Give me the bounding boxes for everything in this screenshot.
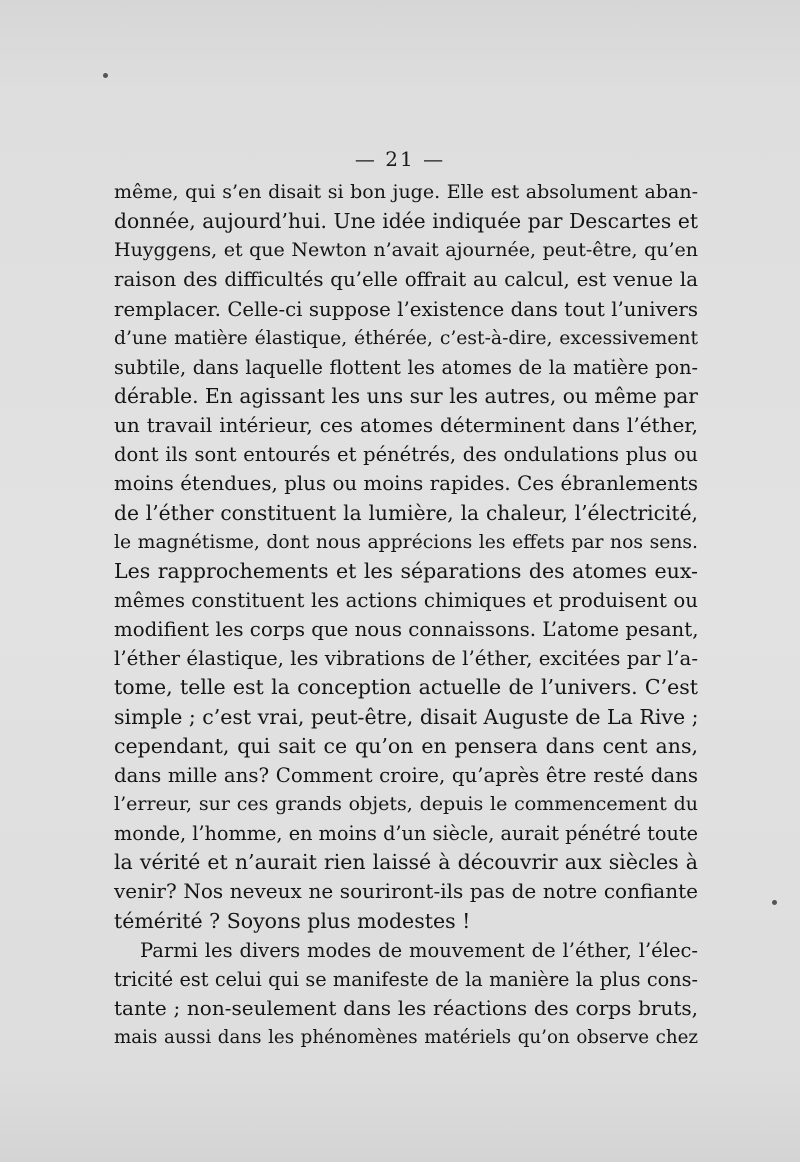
paragraph-end-line: témérité ? Soyons plus modestes !	[114, 908, 471, 933]
text-line: tante ; non-seulement dans les réactions des corps bruts,	[114, 995, 698, 1020]
text-line: tricité est celui qui se manifeste de la manière la plus cons-	[114, 967, 698, 991]
text-line: tome, telle est la conception actuelle de l’univers. C’est	[114, 675, 698, 700]
text-line: dont ils sont entourés et pénétrés, des ondulations plus ou	[114, 443, 698, 467]
text-line: l’erreur, sur ces grands objets, depuis le commencement du	[114, 792, 698, 815]
page-number: — 21 —	[354, 147, 446, 171]
text-line: mais aussi dans les phénomènes matériels qu’on observe chez	[114, 1027, 698, 1049]
paragraph-start-line: Parmi les divers modes de mouvement de l’éther, l’élec-	[140, 938, 698, 962]
text-line: dérable. En agissant les uns sur les autres, ou même par	[114, 383, 698, 408]
text-line: subtile, dans laquelle flottent les atomes de la matière pon-	[114, 355, 698, 379]
text-line: de l’éther constituent la lumière, la chaleur, l’électricité,	[114, 500, 698, 525]
text-line: mêmes constituent les actions chimiques et produisent ou	[114, 588, 698, 612]
text-line: l’éther élastique, les vibrations de l’éther, excitées par l’a-	[114, 647, 698, 671]
body-text	[114, 178, 698, 1052]
text-line: donnée, aujourd’hui. Une idée indiquée par Descartes et	[114, 209, 698, 234]
text-line: dans mille ans? Comment croire, qu’après être resté dans	[114, 763, 698, 787]
paper-speck	[772, 900, 777, 905]
text-line: venir? Nos neveux ne souriront-ils pas de notre confiante	[114, 879, 698, 904]
text-line: simple ; c’est vrai, peut-être, disait Auguste de La Rive ;	[114, 704, 699, 729]
text-line: le magnétisme, dont nous apprécions les effets par nos sens.	[114, 531, 698, 553]
paper-speck	[103, 73, 108, 78]
text-line: modifient les corps que nous connaissons. L’atome pesant,	[114, 618, 699, 642]
text-line: Les rapprochements et les séparations des atomes eux-	[114, 558, 698, 583]
text-line: un travail intérieur, ces atomes déterminent dans l’éther,	[114, 413, 698, 438]
text-line: raison des difficultés qu’elle offrait au calcul, est venue la	[114, 268, 698, 292]
text-line: d’une matière élastique, éthérée, c’est-à-dire, excessivement	[114, 327, 698, 349]
text-line: moins étendues, plus ou moins rapides. Ces ébranlements	[114, 472, 698, 496]
text-line: monde, l’homme, en moins d’un siècle, aurait pénétré toute	[114, 822, 698, 846]
text-line: cependant, qui sait ce qu’on en pensera dans cent ans,	[114, 733, 698, 758]
text-line: remplacer. Celle-ci suppose l’existence dans tout l’univers	[114, 297, 698, 321]
text-line: Huyggens, et que Newton n’avait ajournée, peut-être, qu’en	[114, 239, 698, 262]
text-line: même, qui s’en disait si bon juge. Elle est absolument aban-	[114, 181, 698, 203]
text-line: la vérité et n’aurait rien laissé à découvrir aux siècles à	[114, 850, 698, 875]
